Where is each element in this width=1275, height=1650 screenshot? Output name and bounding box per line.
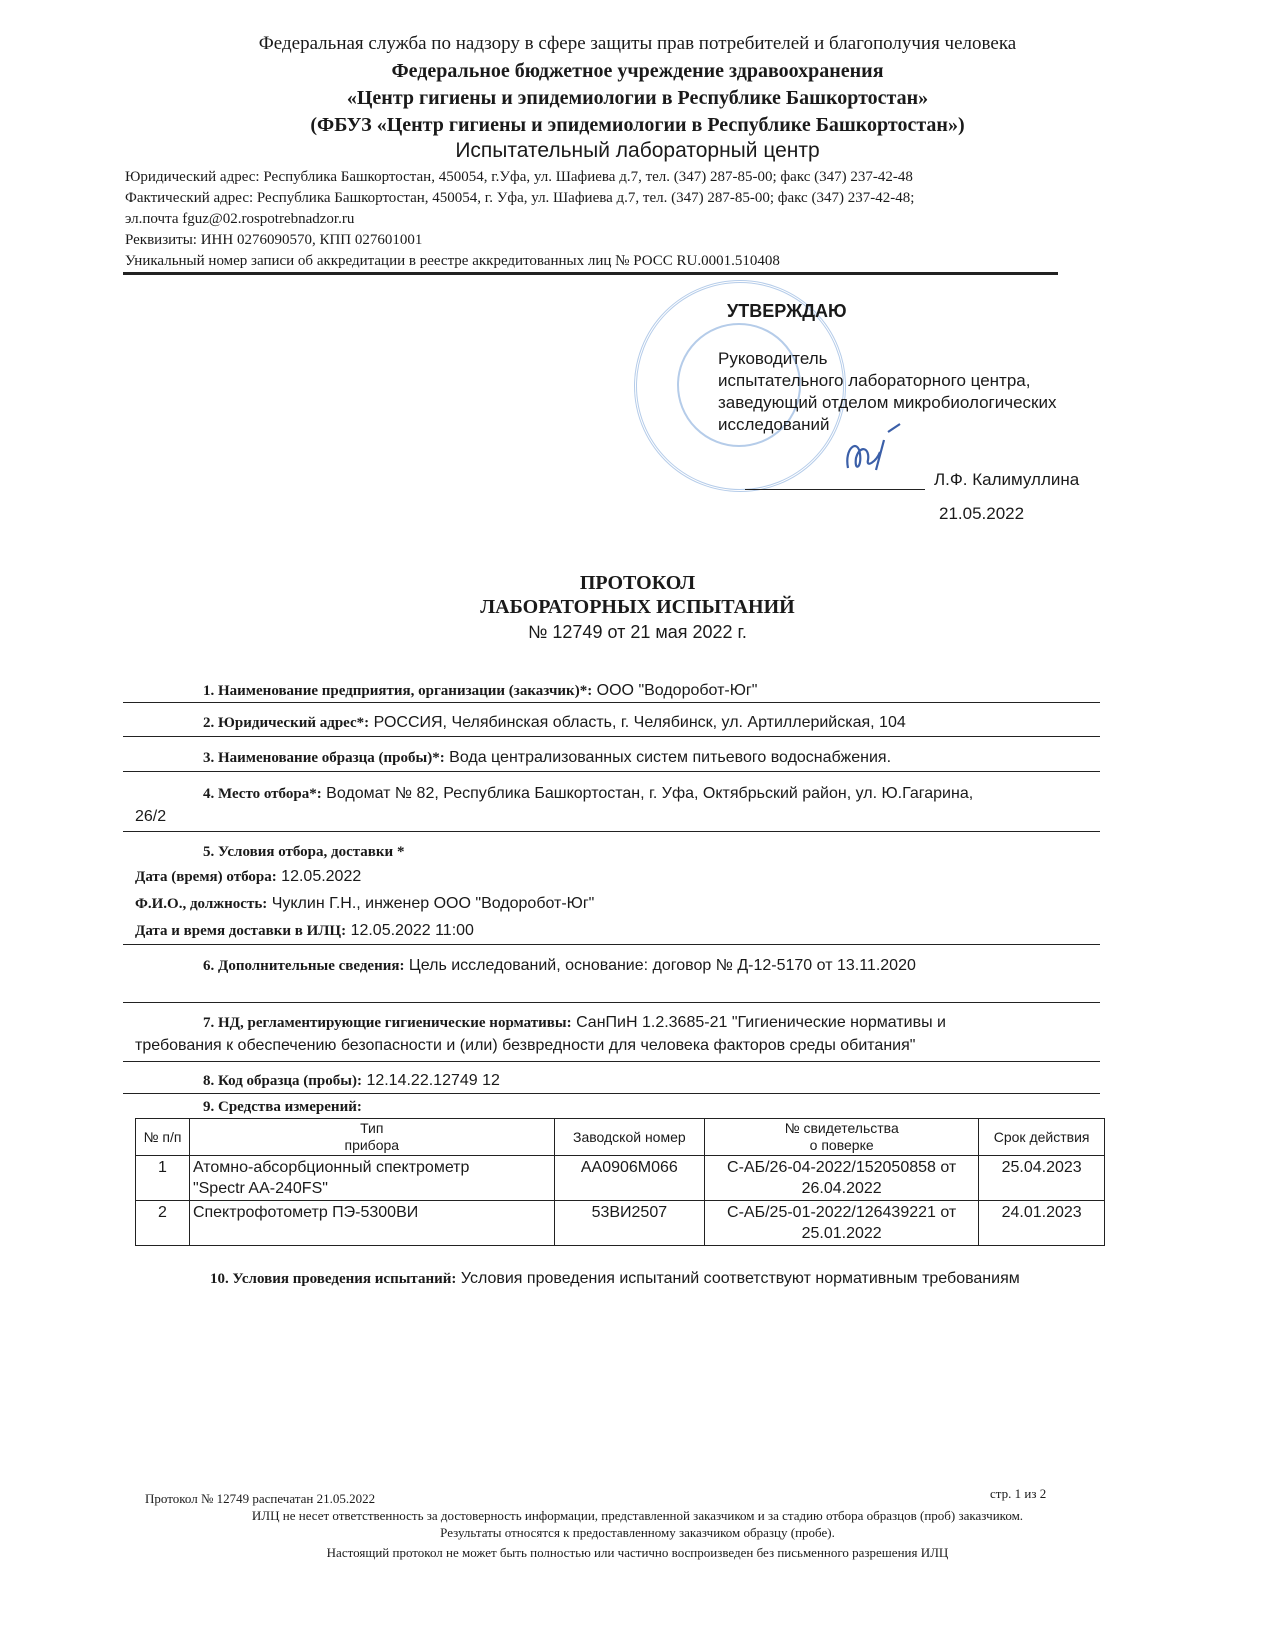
field-divider <box>123 736 1100 737</box>
legal-address: Юридический адрес: Республика Башкортостан, 450054, г.Уфа, ул. Шафиева д.7, тел. (347) 287-85-00; факс (347) 237-42-48 <box>125 169 913 185</box>
footer-note-2: Результаты относятся к предоставленному заказчиком образцу (пробе). <box>440 1525 835 1540</box>
field-delivery-label: Дата и время доставки в ИЛЦ: <box>135 923 347 939</box>
cell-cert-line2: 26.04.2022 <box>801 1180 882 1197</box>
col-cert-line2: о поверке <box>809 1137 874 1153</box>
col-cert-line1: № свидетельства <box>784 1120 899 1136</box>
footer-printed: Протокол № 12749 распечатан 21.05.2022 <box>145 1491 376 1506</box>
cell-serial: 53ВИ2507 <box>554 1201 704 1246</box>
footer-note-3: Настоящий протокол не может быть полностью или частично воспроизведен без письменного разрешения ИЛЦ <box>326 1545 949 1560</box>
header-divider <box>123 272 1058 275</box>
cell-cert-line2: 25.01.2022 <box>801 1225 882 1242</box>
col-num: № п/п <box>136 1119 190 1156</box>
field-sampler-label: Ф.И.О., должность: <box>135 896 268 912</box>
cell-type-line2: "Spectr AA-240FS" <box>192 1180 328 1197</box>
cell-num: 1 <box>136 1156 190 1201</box>
field-sampling-place-cont: 26/2 <box>135 808 167 825</box>
field-conditions <box>203 841 404 863</box>
signature-line <box>745 489 925 490</box>
cell-num: 2 <box>136 1201 190 1246</box>
institution-name: «Центр гигиены и эпидемиологии в Республике Башкортостан» <box>346 87 929 109</box>
approval-role-1: Руководитель <box>718 349 828 368</box>
cell-type <box>189 1201 554 1246</box>
accreditation: Уникальный номер записи об аккредитации в реестре аккредитованных лиц № РОСС RU.0001.510408 <box>125 253 780 269</box>
field-divider <box>123 1002 1100 1003</box>
approval-role-4: исследований <box>718 415 830 434</box>
field-divider <box>123 1061 1100 1062</box>
col-type-line2: прибора <box>344 1137 400 1153</box>
approver-name: Л.Ф. Калимуллина <box>934 470 1080 489</box>
field-sampler-value: Чуклин Г.Н., инженер ООО "Водоробот-Юг" <box>271 895 595 912</box>
requisites: Реквизиты: ИНН 0276090570, КПП 027601001 <box>125 232 423 248</box>
field-delivery-value: 12.05.2022 11:00 <box>350 922 474 939</box>
field-sample-name <box>203 747 891 769</box>
col-expiry: Срок действия <box>979 1119 1105 1156</box>
field-sample-name-label: 3. Наименование образца (пробы)*: <box>203 750 445 766</box>
institution-type: Федеральное бюджетное учреждение здравоохранения <box>391 60 884 82</box>
approval-role-2: испытательного лабораторного центра, <box>718 371 1031 390</box>
field-sampling-date-value: 12.05.2022 <box>281 868 362 885</box>
field-customer <box>203 680 757 702</box>
table-row <box>136 1201 1105 1246</box>
field-sampling-date <box>135 866 361 888</box>
instruments-table <box>135 1118 1105 1246</box>
col-type-line1: Тип <box>360 1120 384 1136</box>
cell-expiry: 25.04.2023 <box>979 1156 1105 1201</box>
field-divider <box>123 771 1100 772</box>
field-normatives-value: СанПиН 1.2.3685-21 "Гигиенические нормативы и <box>576 1014 946 1031</box>
field-legal-address-label: 2. Юридический адрес*: <box>203 715 370 731</box>
protocol-title: ПРОТОКОЛ <box>579 572 696 594</box>
lab-center-title: Испытательный лабораторный центр <box>455 139 820 162</box>
field-normatives-cont: требования к обеспечению безопасности и (или) безвредности для человека факторов среды обитания" <box>135 1037 916 1054</box>
approval-title: УТВЕРЖДАЮ <box>727 301 847 321</box>
field-divider <box>123 944 1100 945</box>
cell-cert <box>705 1156 979 1201</box>
field-additional-label: 6. Дополнительные сведения: <box>203 958 405 974</box>
cell-type-line1: Атомно-абсорбционный спектрометр <box>192 1159 470 1176</box>
field-test-conditions-label: 10. Условия проведения испытаний: <box>210 1271 457 1287</box>
field-sample-code-value: 12.14.22.12749 12 <box>366 1072 500 1089</box>
field-test-conditions <box>210 1268 1020 1290</box>
col-cert <box>705 1119 979 1156</box>
field-instruments <box>203 1096 362 1118</box>
email: эл.почта fguz@02.rospotrebnadzor.ru <box>125 211 355 227</box>
field-legal-address <box>203 712 906 734</box>
field-instruments-label: 9. Средства измерений: <box>203 1099 362 1115</box>
field-sampling-place-value: Водомат № 82, Республика Башкортостан, г. Уфа, Октябрьский район, ул. Ю.Гагарина, <box>326 785 974 802</box>
cell-expiry: 24.01.2023 <box>979 1201 1105 1246</box>
institution-abbr: (ФБУЗ «Центр гигиены и эпидемиологии в Республике Башкортостан») <box>310 114 965 136</box>
col-type <box>189 1119 554 1156</box>
table-header-row <box>136 1119 1105 1156</box>
footer-page: стр. 1 из 2 <box>990 1486 1047 1501</box>
protocol-number: № 12749 от 21 мая 2022 г. <box>528 622 747 642</box>
agency-name: Федеральная служба по надзору в сфере защиты прав потребителей и благополучия человека <box>258 33 1017 54</box>
field-customer-value: ООО "Водоробот-Юг" <box>596 682 758 699</box>
cell-type <box>189 1156 554 1201</box>
field-normatives-label: 7. НД, регламентирующие гигиенические нормативы: <box>203 1015 572 1031</box>
approval-role-3: заведующий отделом микробиологических <box>718 393 1057 412</box>
field-normatives <box>203 1012 946 1034</box>
field-customer-label: 1. Наименование предприятия, организации (заказчик)*: <box>203 683 593 699</box>
field-legal-address-value: РОССИЯ, Челябинская область, г. Челябинск, ул. Артиллерийская, 104 <box>373 714 906 731</box>
approval-date: 21.05.2022 <box>939 504 1025 523</box>
field-sampling-place-label: 4. Место отбора*: <box>203 786 322 802</box>
field-delivery <box>135 920 474 942</box>
field-sampling-place <box>203 783 973 805</box>
field-test-conditions-value: Условия проведения испытаний соответствуют нормативным требованиям <box>460 1270 1020 1287</box>
footer-note-1: ИЛЦ не несет ответственность за достоверность информации, представленной заказчиком и за стадию отбора образцов (проб) заказчиком. <box>251 1508 1024 1523</box>
actual-address: Фактический адрес: Республика Башкортостан, 450054, г. Уфа, ул. Шафиева д.7, тел. (347) 287-85-00; факс (347) 237-42-48; <box>125 190 915 206</box>
table-row <box>136 1156 1105 1201</box>
field-divider <box>123 702 1100 703</box>
field-conditions-label: 5. Условия отбора, доставки * <box>203 844 405 860</box>
signature <box>840 418 910 478</box>
col-serial: Заводской номер <box>554 1119 704 1156</box>
cell-cert-line1: С-АБ/25-01-2022/126439221 от <box>727 1204 957 1221</box>
field-additional-value: Цель исследований, основание: договор № Д-12-5170 от 13.11.2020 <box>408 957 916 974</box>
field-sampling-date-label: Дата (время) отбора: <box>135 869 277 885</box>
cell-serial: АА0906М066 <box>554 1156 704 1201</box>
cell-cert-line1: С-АБ/26-04-2022/152050858 от <box>727 1159 957 1176</box>
protocol-subtitle: ЛАБОРАТОРНЫХ ИСПЫТАНИЙ <box>480 596 795 618</box>
cell-type-line1: Спектрофотометр ПЭ-5300ВИ <box>192 1204 419 1221</box>
field-sample-code <box>203 1070 500 1092</box>
cell-cert <box>705 1201 979 1246</box>
field-divider <box>123 1093 1100 1094</box>
field-sample-name-value: Вода централизованных систем питьевого водоснабжения. <box>449 749 892 766</box>
field-divider <box>123 831 1100 832</box>
field-additional <box>203 955 916 977</box>
field-sampler <box>135 893 594 915</box>
field-sample-code-label: 8. Код образца (пробы): <box>203 1073 362 1089</box>
